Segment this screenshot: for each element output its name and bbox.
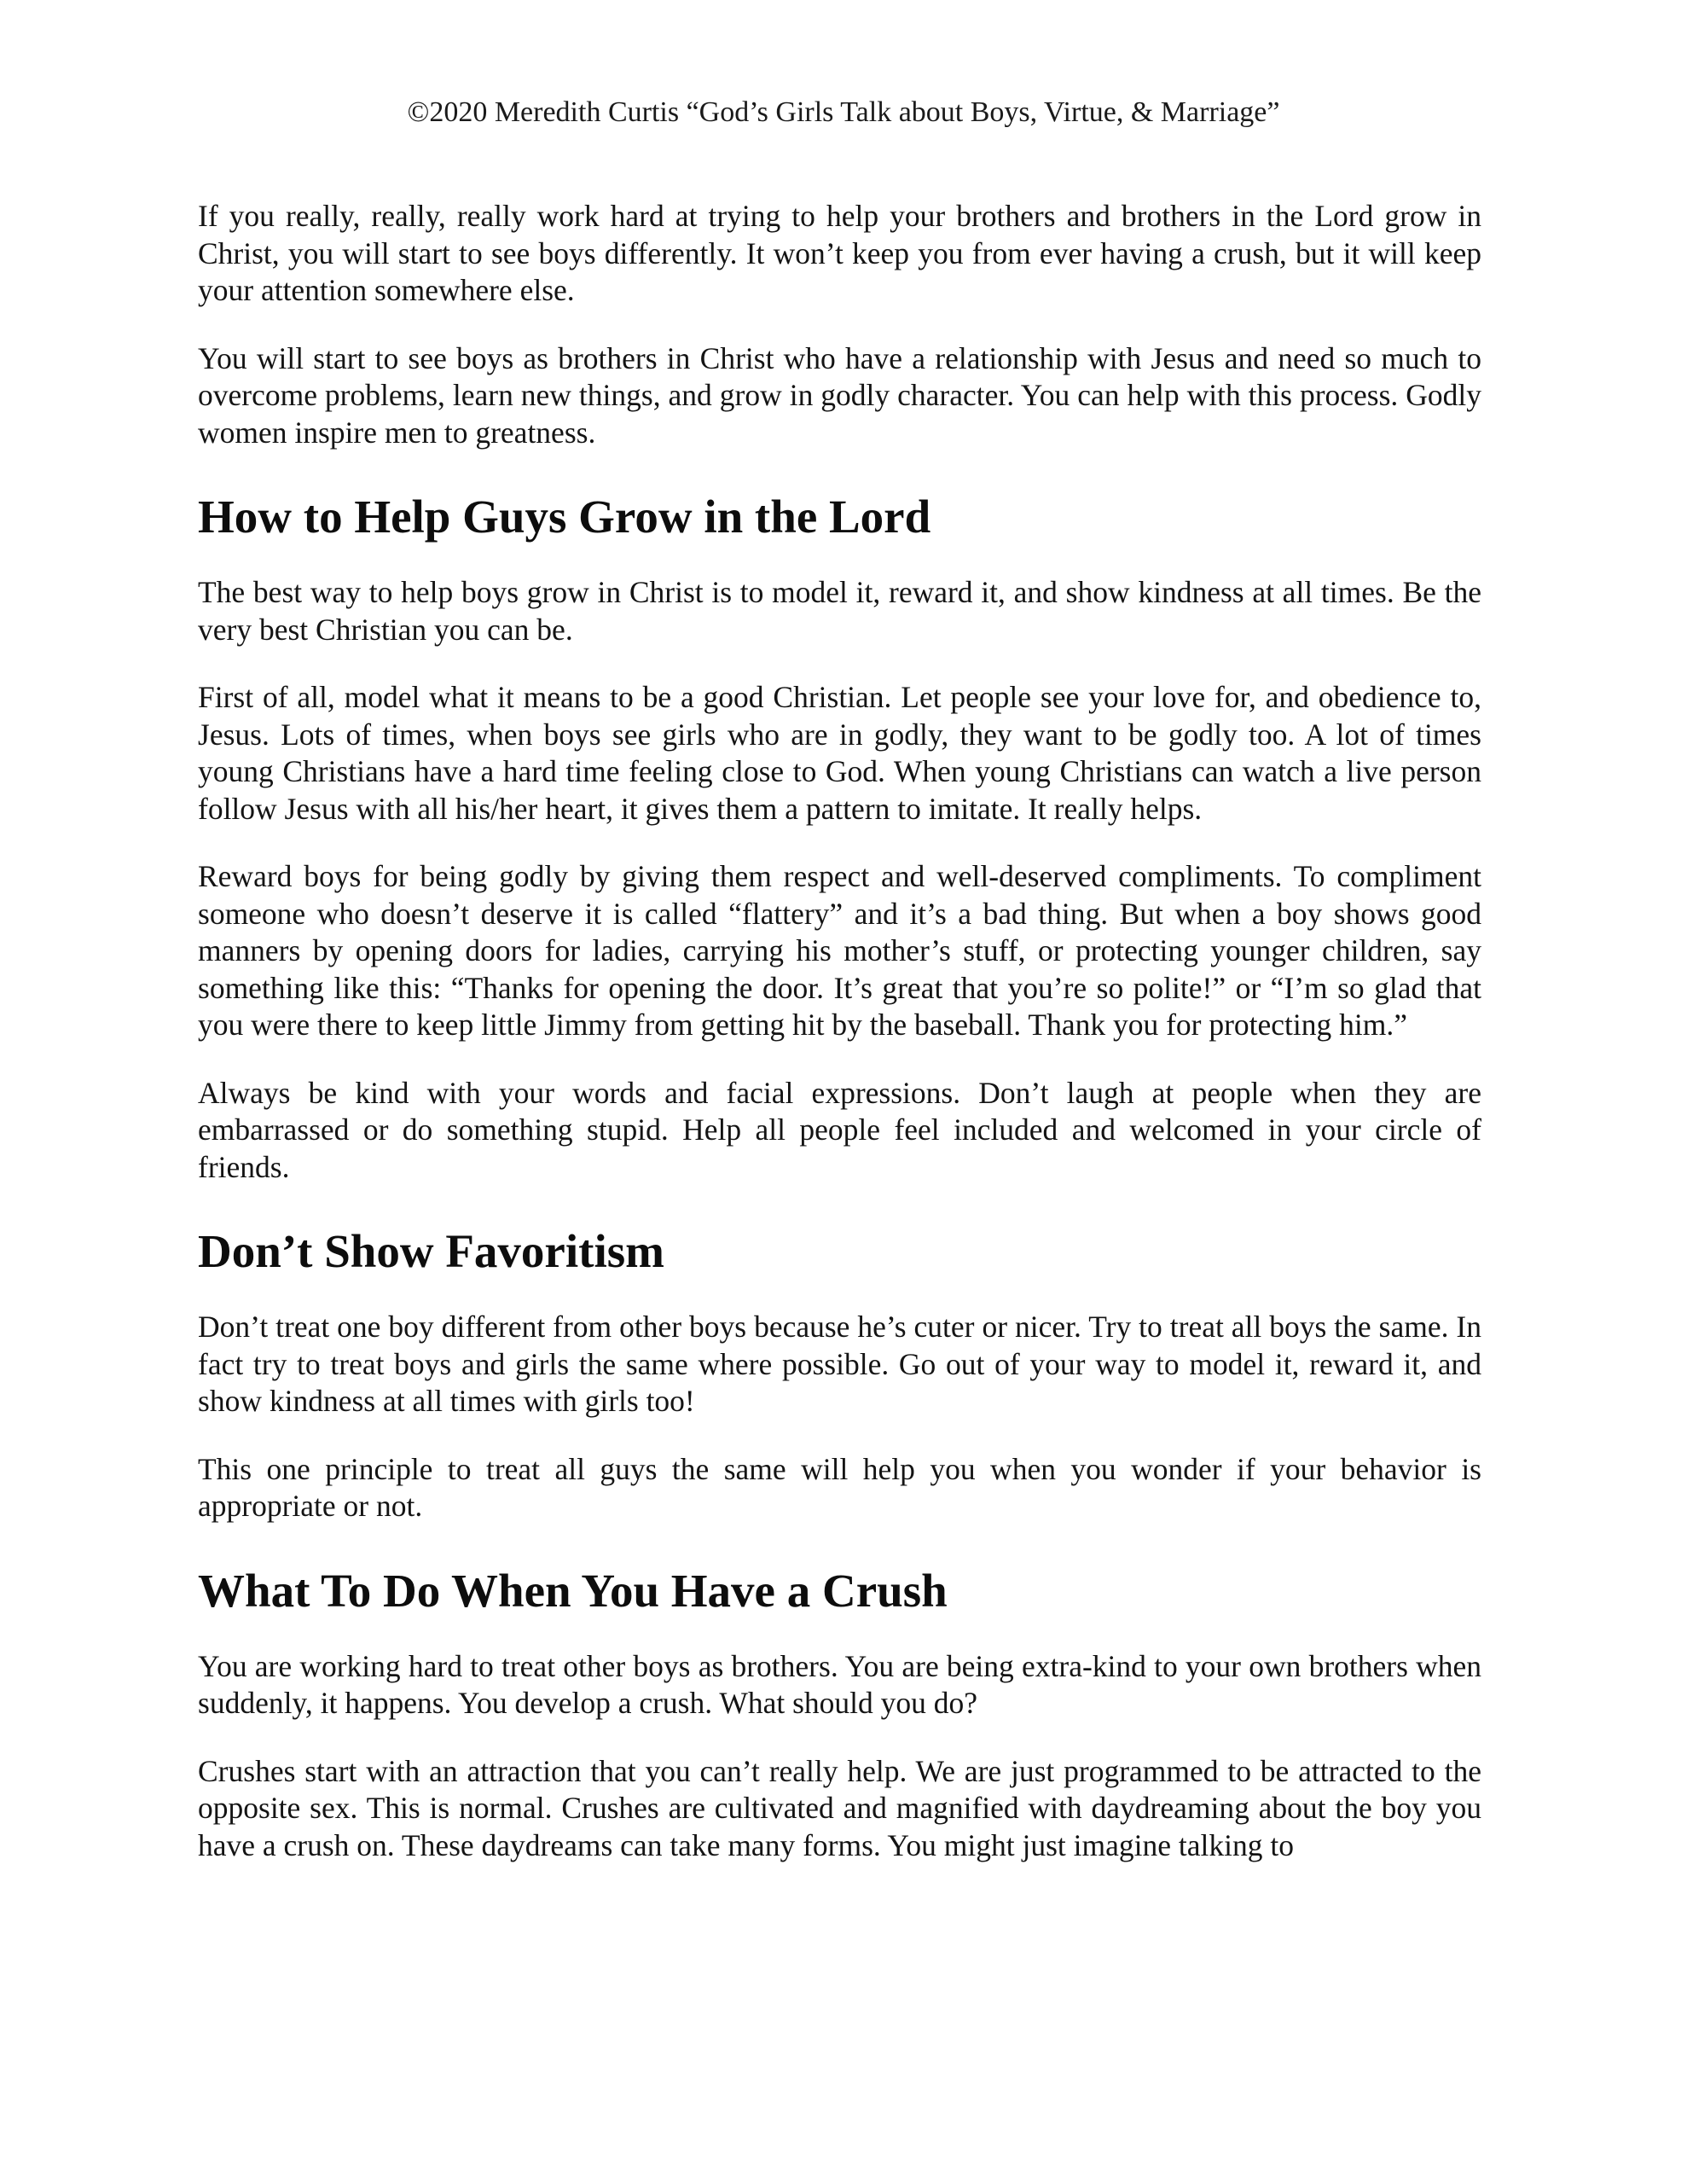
section-heading: How to Help Guys Grow in the Lord	[198, 491, 931, 543]
section-favoritism	[198, 1223, 1481, 1525]
section-paragraph: You are working hard to treat other boys as brothers. You are being extra-kind to your own brothers when suddenly, it happens. You develop a crush. What should you do?	[198, 1648, 1481, 1720]
section-heading: Don’t Show Favoritism	[198, 1225, 664, 1277]
running-header: ©2020 Meredith Curtis “God’s Girls Talk about Boys, Virtue, & Marriage”	[407, 96, 1280, 128]
section-paragraph: This one principle to treat all guys the same will help you when you wonder if your behavior is appropriate or not.	[198, 1451, 1481, 1523]
section-paragraph: The best way to help boys grow in Christ is to model it, reward it, and show kindness at all times. Be the very best Christian you can be.	[198, 575, 1481, 647]
section-paragraph: Always be kind with your words and facial expressions. Don’t laugh at people when they are embarrassed or do something stupid. Help all people feel included and welcomed in your circle of friends.	[198, 1075, 1481, 1184]
intro-paragraph-1: If you really, really, really work hard at trying to help your brothers and brothers in the Lord grow in Christ, you will start to see boys differently. It won’t keep you from ever having a crush, but it will keep your attention somewhere else.	[198, 199, 1481, 307]
section-paragraph: Reward boys for being godly by giving them respect and well-deserved compliments. To compliment someone who doesn’t deserve it is called “flattery” and it’s a bad thing. But when a boy shows good manners by opening doors for ladies, carrying his mother’s stuff, or protecting younger children, say something like this: “Thanks for opening the door. It’s great that you’re so polite!” or “I’m so glad that you were there to keep little Jimmy from getting hit by the baseball. Thank you for protecting him.”	[198, 859, 1481, 1042]
section-crush	[198, 1563, 1481, 1865]
section-paragraph: Crushes start with an attraction that you can’t really help. We are just programmed to be attracted to the opposite sex. This is normal. Crushes are cultivated and magnified with daydreaming about the boy you have a crush on. These daydreams can take many forms. You might just imagine talking to	[198, 1753, 1481, 1862]
page-body	[198, 198, 1481, 1864]
intro-paragraph-2: You will start to see boys as brothers in Christ who have a relationship with Jesus and need so much to overcome problems, learn new things, and grow in godly character. You can help with this process. Godly women inspire men to greatness.	[198, 340, 1481, 450]
section-paragraph: First of all, model what it means to be a good Christian. Let people see your love for, and obedience to, Jesus. Lots of times, when boys see girls who are in godly, they want to be godly too. A lot of times young Christians have a hard time feeling close to God. When young Christians can watch a live person follow Jesus with all his/her heart, it gives them a pattern to imitate. It really helps.	[198, 680, 1481, 826]
section-paragraph: Don’t treat one boy different from other boys because he’s cuter or nicer. Try to treat all boys the same. In fact try to treat boys and girls the same where possible. Go out of your way to model it, reward it, and show kindness at all times with girls too!	[198, 1310, 1481, 1418]
section-heading: What To Do When You Have a Crush	[198, 1564, 948, 1617]
section-help-guys-grow	[198, 489, 1481, 1186]
